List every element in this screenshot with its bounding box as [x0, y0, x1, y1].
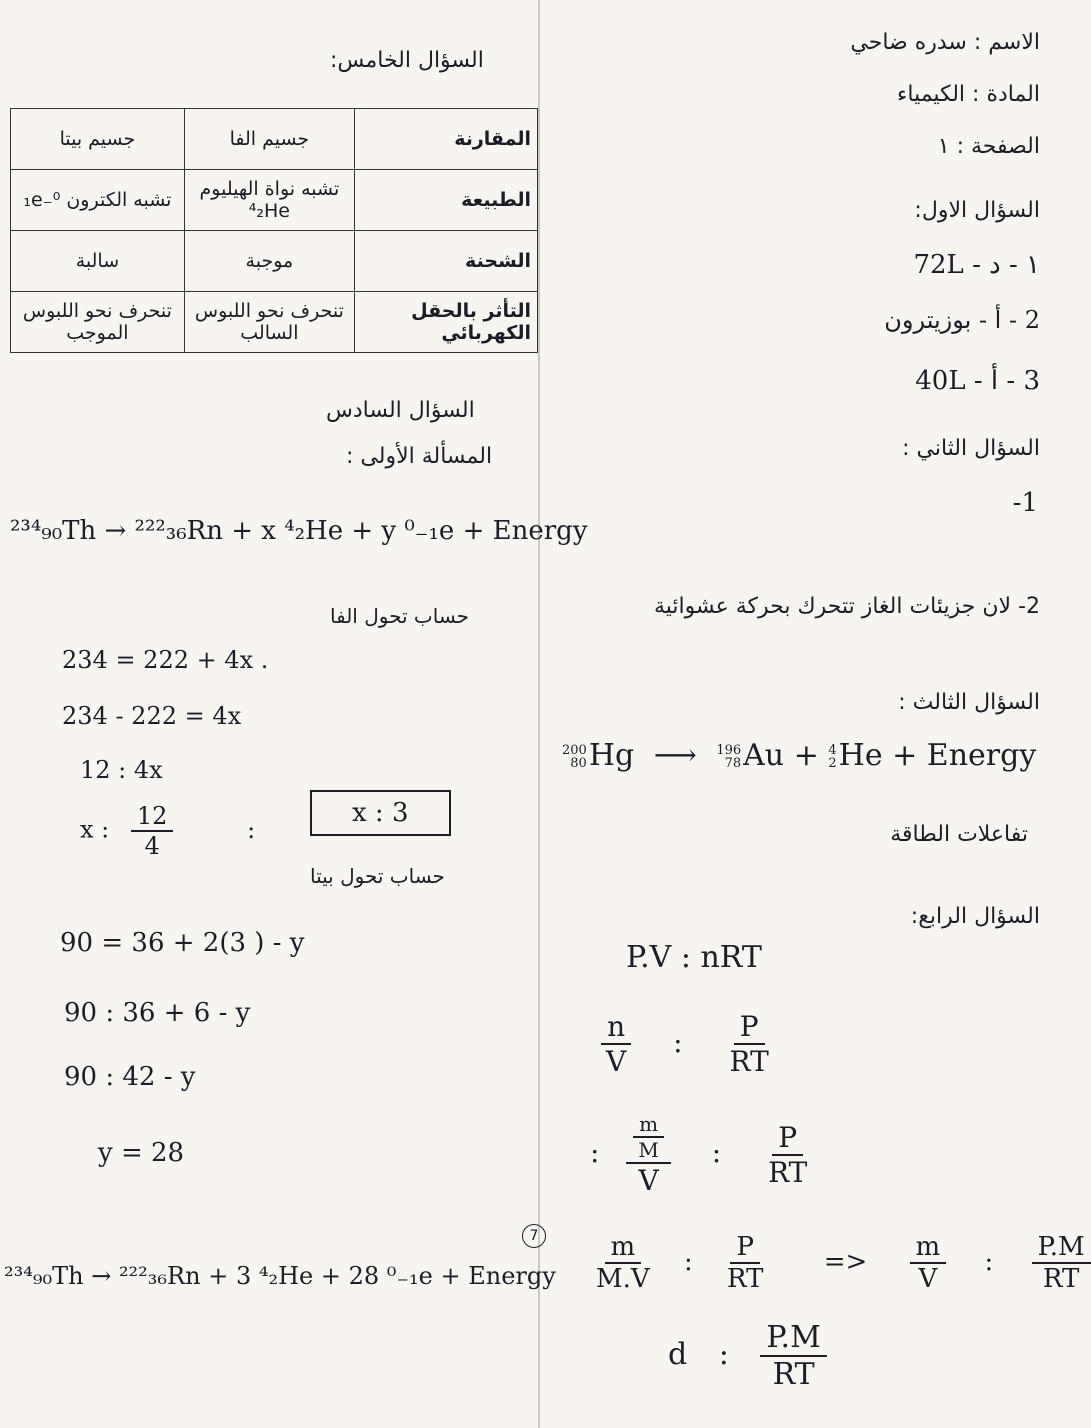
q3-reaction: 200 80 Hg ⟶ 196 78 Au + 4 2 He + Energy: [562, 738, 1037, 773]
reaction-arrow: ⟶: [653, 738, 697, 773]
table-cell: موجبة: [184, 231, 354, 292]
table-header-cell: جسيم بيتا: [11, 109, 185, 170]
q4-density: d : $\frac{P.M}{RT}$: [668, 1320, 827, 1392]
table-cell: سالبة: [11, 231, 185, 292]
final-reaction: ²³⁴₉₀Th → ²²²₃₆Rn + 3 ⁴₂He + 28 ⁰₋₁e + Energy: [4, 1262, 556, 1290]
table-header-cell: المقارنة: [354, 109, 537, 170]
q6-reaction: ²³⁴₉₀Th → ²²²₃₆Rn + x ⁴₂He + y ⁰₋₁e + Energy: [10, 516, 588, 546]
he-symbol: He: [838, 738, 883, 773]
q4-step-3: $\frac{m}{M.V}$ : $\frac{P}{RT}$ => $\frac{m}{V}$ : $\frac{P.M}{RT}$: [590, 1232, 1091, 1294]
alpha-line-2: 234 - 222 = 4x: [62, 702, 242, 730]
q1-title: السؤال الاول:: [914, 198, 1040, 223]
table-cell: تشبه الكترون ⁰₋₁e: [11, 170, 185, 231]
q3-note: تفاعلات الطاقة: [890, 822, 1028, 847]
student-name: الاسم : سدره ضاحي: [850, 30, 1040, 55]
ideal-gas-equation: P.V : nRT: [626, 940, 762, 975]
x-result-box: x : 3: [310, 790, 451, 836]
q1-answer-3: 3 - أ - 40L: [915, 366, 1040, 396]
table-cell: الطبيعة: [354, 170, 537, 231]
alpha-calc-title: حساب تحول الفا: [330, 604, 470, 628]
table-cell: تنحرف نحو اللبوس الموجب: [11, 292, 185, 353]
table-row: [11, 109, 538, 170]
energy-term: + Energy: [892, 738, 1037, 773]
column-divider: [538, 0, 540, 1428]
beta-line-3: 90 : 42 - y: [64, 1062, 196, 1092]
table-cell: الشحنة: [354, 231, 537, 292]
q3-title: السؤال الثالث :: [898, 690, 1040, 715]
q5-title: السؤال الخامس:: [330, 48, 484, 73]
q1-answer-1: ١ - د - 72L: [913, 250, 1040, 280]
au-isotope: 196 78: [716, 743, 742, 771]
q1-answer-2: 2 - أ - بوزيترون: [884, 306, 1040, 334]
table-header-cell: جسيم الفا: [184, 109, 354, 170]
q2-title: السؤال الثاني :: [902, 436, 1040, 461]
beta-calc-title: حساب تحول بيتا: [310, 864, 445, 888]
q2-answer-2: 2- لان جزيئات الغاز تتحرك بحركة عشوائية: [653, 594, 1040, 619]
beta-line-1: 90 = 36 + 2(3 ) - y: [60, 928, 305, 958]
table-row: [11, 170, 538, 231]
alpha-line-4: x : $\frac{12}{4}$ :: [80, 802, 256, 860]
beta-line-2: 90 : 36 + 6 - y: [64, 998, 251, 1028]
q6-subtitle: المسألة الأولى :: [346, 444, 493, 469]
subject: المادة : الكيمياء: [897, 82, 1040, 107]
page-number: الصفحة : ١: [937, 134, 1040, 159]
table-row: [11, 292, 538, 353]
he-isotope: 4 2: [828, 743, 837, 771]
alpha-line-1: 234 = 222 + 4x .: [62, 646, 269, 674]
mark-circle: 7: [522, 1224, 546, 1248]
q4-title: السؤال الرابع:: [910, 904, 1040, 929]
comparison-table: [10, 108, 538, 353]
alpha-line-3: 12 : 4x: [80, 756, 163, 784]
hg-symbol: Hg: [588, 738, 635, 773]
q4-step-2: : $\frac{\frac{m}{M}}{V}$ : $\frac{P}{RT}$: [590, 1112, 808, 1197]
table-row: [11, 231, 538, 292]
table-cell: تشبه نواة الهيليوم ⁴₂He: [184, 170, 354, 231]
beta-line-4: y = 28: [98, 1138, 185, 1168]
hg-isotope: 200 80: [562, 743, 587, 771]
table-cell: التأثر بالحقل الكهربائي: [354, 292, 537, 353]
q2-answer-1: -1: [1012, 488, 1038, 518]
q4-step-1: $\frac{n}{V}$ : $\frac{P}{RT}$: [600, 1010, 775, 1078]
q6-title: السؤال السادس: [326, 398, 475, 423]
au-symbol: Au: [743, 738, 785, 773]
table-cell: تنحرف نحو اللبوس السالب: [184, 292, 354, 353]
